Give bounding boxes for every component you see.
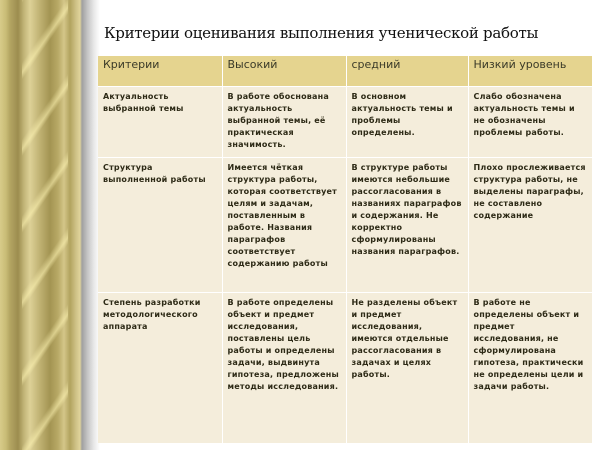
table-header-row bbox=[98, 56, 592, 87]
cell-low: Слабо обозначена актуальность темы и не обозначены проблемы работы. bbox=[468, 87, 592, 158]
header-low: Низкий уровень bbox=[468, 56, 592, 87]
decorative-gold-frame bbox=[0, 0, 100, 450]
cell-criterion: Актуальность выбранной темы bbox=[98, 87, 222, 158]
header-medium: средний bbox=[346, 56, 468, 87]
header-high: Высокий bbox=[222, 56, 346, 87]
cell-medium: В основном актуальность темы и проблемы определены. bbox=[346, 87, 468, 158]
rope-ornament bbox=[22, 0, 68, 450]
cell-high: В работе обоснована актуальность выбранной темы, её практическая значимость. bbox=[222, 87, 346, 158]
cell-high: В работе определены объект и предмет исследования, поставлены цель работы и определены задачи, выдвинута гипотеза, предложены методы исследования. bbox=[222, 293, 346, 444]
table-row bbox=[98, 293, 592, 444]
cell-low: В работе не определены объект и предмет исследования, не сформулирована гипотеза, практически не определены цели и задачи работы. bbox=[468, 293, 592, 444]
table-row bbox=[98, 87, 592, 158]
criteria-table bbox=[98, 56, 592, 443]
cell-criterion: Степень разработки методологического аппарата bbox=[98, 293, 222, 444]
cell-low: Плохо прослеживается структура работы, не выделены параграфы, не составлено содержание bbox=[468, 158, 592, 293]
cell-criterion: Структура выполненной работы bbox=[98, 158, 222, 293]
table-row bbox=[98, 158, 592, 293]
header-criteria: Критерии bbox=[98, 56, 222, 87]
cell-medium: В структуре работы имеются небольшие рассогласования в названиях параграфов и содержания. Не корректно сформулированы названия параграфов. bbox=[346, 158, 468, 293]
cell-high: Имеется чёткая структура работы, которая соответствует целям и задачам, поставленным в работе. Названия параграфов соответствует содержанию работы bbox=[222, 158, 346, 293]
slide-title: Критерии оценивания выполнения ученической работы bbox=[104, 24, 539, 42]
cell-medium: Не разделены объект и предмет исследования, имеются отдельные рассогласования в задачах и целях работы. bbox=[346, 293, 468, 444]
